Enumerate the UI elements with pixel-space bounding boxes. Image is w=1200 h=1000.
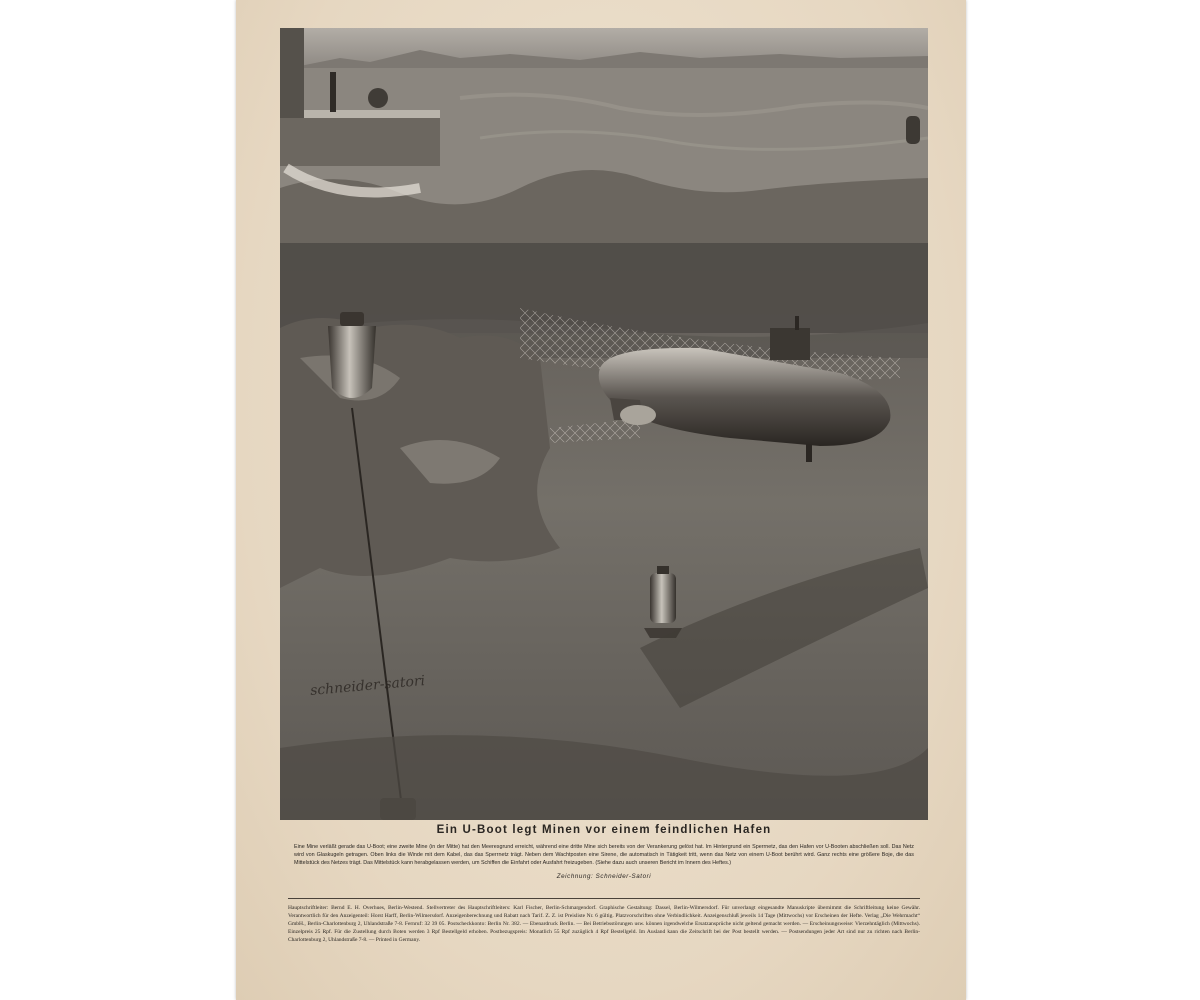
magazine-page <box>236 0 966 1000</box>
caption-description: Eine Mine verläßt gerade das U-Boot; eine zweite Mine (in der Mitte) hat den Meeresgrund erreicht, während eine dritte Mine sich bereits von der Verankerung gelöst hat. Im Hintergrund ein Sperrnetz, das den Hafen vor U-Booten abschließen soll. Das Netz wird von Glaskugeln getragen. Oben links die Winde mit dem Kabel, das das Sperrnetz trägt. Neben dem Wachtposten eine Sirene, die automatisch in Tätigkeit tritt, wenn das Netz von einem U-Boot berührt wird. Ganz rechts eine größere Boje, die das Mittelstück des Netzes trägt. Das Mittelstück kann herabgelassen werden, um Schiffen die Einfahrt oder Ausfahrt freizugeben. (Siehe dazu auch unseren Bericht im Innern des Heftes.) <box>294 844 914 866</box>
drawing-credit: Zeichnung: Schneider-Satori <box>556 873 652 880</box>
imprint-text: Hauptschriftleiter: Bernd E. H. Overhues, Berlin-Westend. Stellvertreter des Hauptschriftleiters: Karl Fischer, Berlin-Schmargendorf. Graphische Gestaltung: Dassel, Berlin-Wilmersdorf. Für unverlangt eingesandte Manuskripte übernimmt die Schriftleitung keine Gewähr. Verantwortlich für den Anzeigenteil: Horst Harff, Berlin-Wilmersdorf. Anzeigenberechnung und Rabatt nach Tarif. Z. Z. ist Preisliste Nr. 6 gültig. Platzvorschriften ohne Verbindlichkeit. Anzeigenschluß jeweils 14 Tage (Mittwochs) vor Erscheinen der Hefte. Verlag „Die Wehrmacht“ GmbH., Berlin-Charlottenburg 2, Uhlandstraße 7-8. Fernruf: 32 39 05. Postscheckkonto: Berlin Nr. 382. — Ebenardruck Berlin. — Bei Betriebsstörungen usw. können irgendwelche Ersatzansprüche nicht geltend gemacht werden. — Erscheinungsweise: Vierzehntäglich (Mittwochs). Einzelpreis 25 Rpf. Für die Zustellung durch Boten werden 3 Rpf Bestellgeld erhoben. Postbezugspreis: Monatlich 55 Rpf zuzüglich 4 Rpf Bestellgeld. Im Ausland kann die Zeitschrift bei der Post bestellt werden. — Postsendungen jeder Art sind nur zu richten nach Berlin-Charlottenburg 2, Uhlandstraße 7-8. — Printed in Germany. <box>288 905 920 943</box>
caption-title: Ein U-Boot legt Minen vor einem feindlichen Hafen <box>436 824 772 836</box>
submarine-illustration <box>280 28 928 820</box>
caption <box>288 820 920 880</box>
artist-signature: schneider-satori <box>309 673 426 699</box>
divider <box>288 898 920 899</box>
illustration-drawing <box>280 28 928 820</box>
